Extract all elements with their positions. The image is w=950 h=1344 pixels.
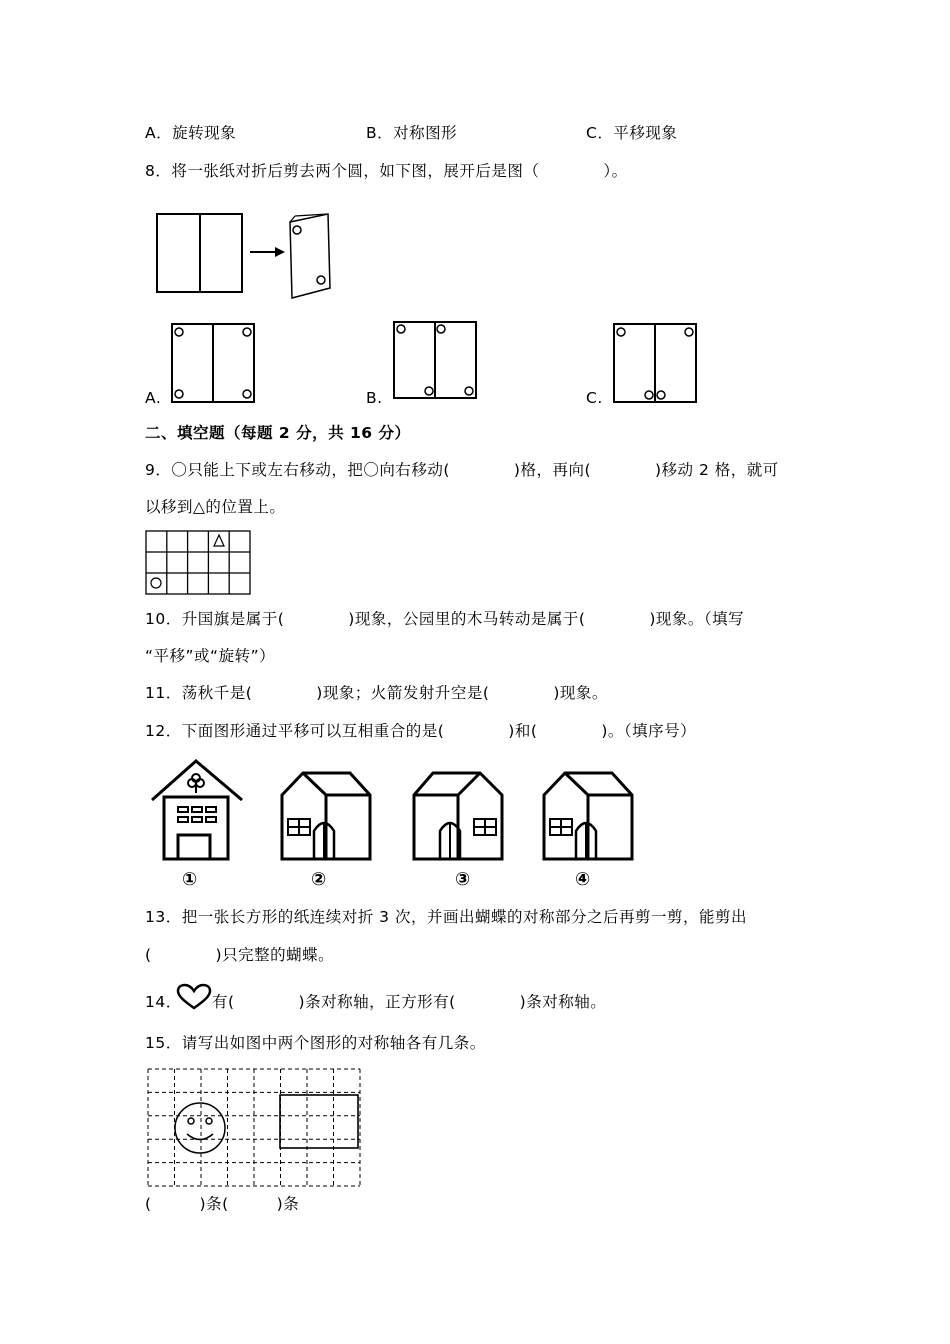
- q8-fold-diagram: [155, 210, 355, 300]
- q15-dashed-grid: [147, 1068, 363, 1190]
- q8-option-b-figure: [392, 320, 482, 402]
- circle-piece: [151, 578, 161, 588]
- q9-grid: [145, 530, 253, 596]
- house-label-4: ④: [575, 869, 591, 890]
- smiley-face-figure: [175, 1103, 225, 1153]
- q8-option-a-figure: [170, 322, 260, 404]
- q9-line1: 9．〇只能上下或左右移动，把〇向右移动( )格，再向( )移动 2 格，就可: [145, 461, 779, 479]
- q15-answer: ( )条( )条: [145, 1195, 300, 1213]
- section-title: 二、填空题（每题 2 分，共 16 分）: [145, 424, 411, 442]
- house-2-figure: [282, 773, 370, 859]
- q14-question: 有( )条对称轴，正方形有( )条对称轴。: [212, 993, 607, 1011]
- q10-line2: “平移”或“旋转”）: [145, 647, 276, 665]
- house-label-3: ③: [455, 869, 471, 890]
- q8-option-a-label: A.: [145, 389, 162, 407]
- q13-line2: ( )只完整的蝴蝶。: [145, 946, 335, 964]
- q8-option-c-figure: [612, 322, 702, 404]
- q12-houses: [148, 755, 648, 895]
- house-3-figure: [414, 773, 502, 859]
- q9-line2: 以移到△的位置上。: [145, 498, 286, 516]
- q8-question: 8．将一张纸对折后剪去两个圆，如下图，展开后是图（ ）。: [145, 162, 628, 180]
- q7-option-c: C．平移现象: [586, 124, 678, 142]
- triangle-target: [214, 535, 224, 546]
- q13-line1: 13．把一张长方形的纸连续对折 3 次，并画出蝴蝶的对称部分之后再剪一剪，能剪出: [145, 908, 747, 926]
- house-4-figure: [544, 773, 632, 859]
- house-label-1: ①: [182, 869, 198, 890]
- q8-option-b-label: B.: [366, 389, 383, 407]
- q12-question: 12．下面图形通过平移可以互相重合的是( )和( )。（填序号）: [145, 722, 697, 740]
- school-building-figure: [152, 761, 242, 859]
- house-label-2: ②: [311, 869, 327, 890]
- q14-number: 14．: [145, 993, 182, 1011]
- q8-option-c-label: C.: [586, 389, 603, 407]
- q7-option-a: A．旋转现象: [145, 124, 237, 142]
- q10-line1: 10．升国旗是属于( )现象，公园里的木马转动是属于( )现象。（填写: [145, 610, 745, 628]
- q15-question: 15．请写出如图中两个图形的对称轴各有几条。: [145, 1034, 486, 1052]
- q11-question: 11．荡秋千是( )现象；火箭发射升空是( )现象。: [145, 684, 608, 702]
- heart-icon: [176, 984, 212, 1012]
- q7-option-b: B．对称图形: [366, 124, 458, 142]
- rectangle-figure: [280, 1095, 358, 1148]
